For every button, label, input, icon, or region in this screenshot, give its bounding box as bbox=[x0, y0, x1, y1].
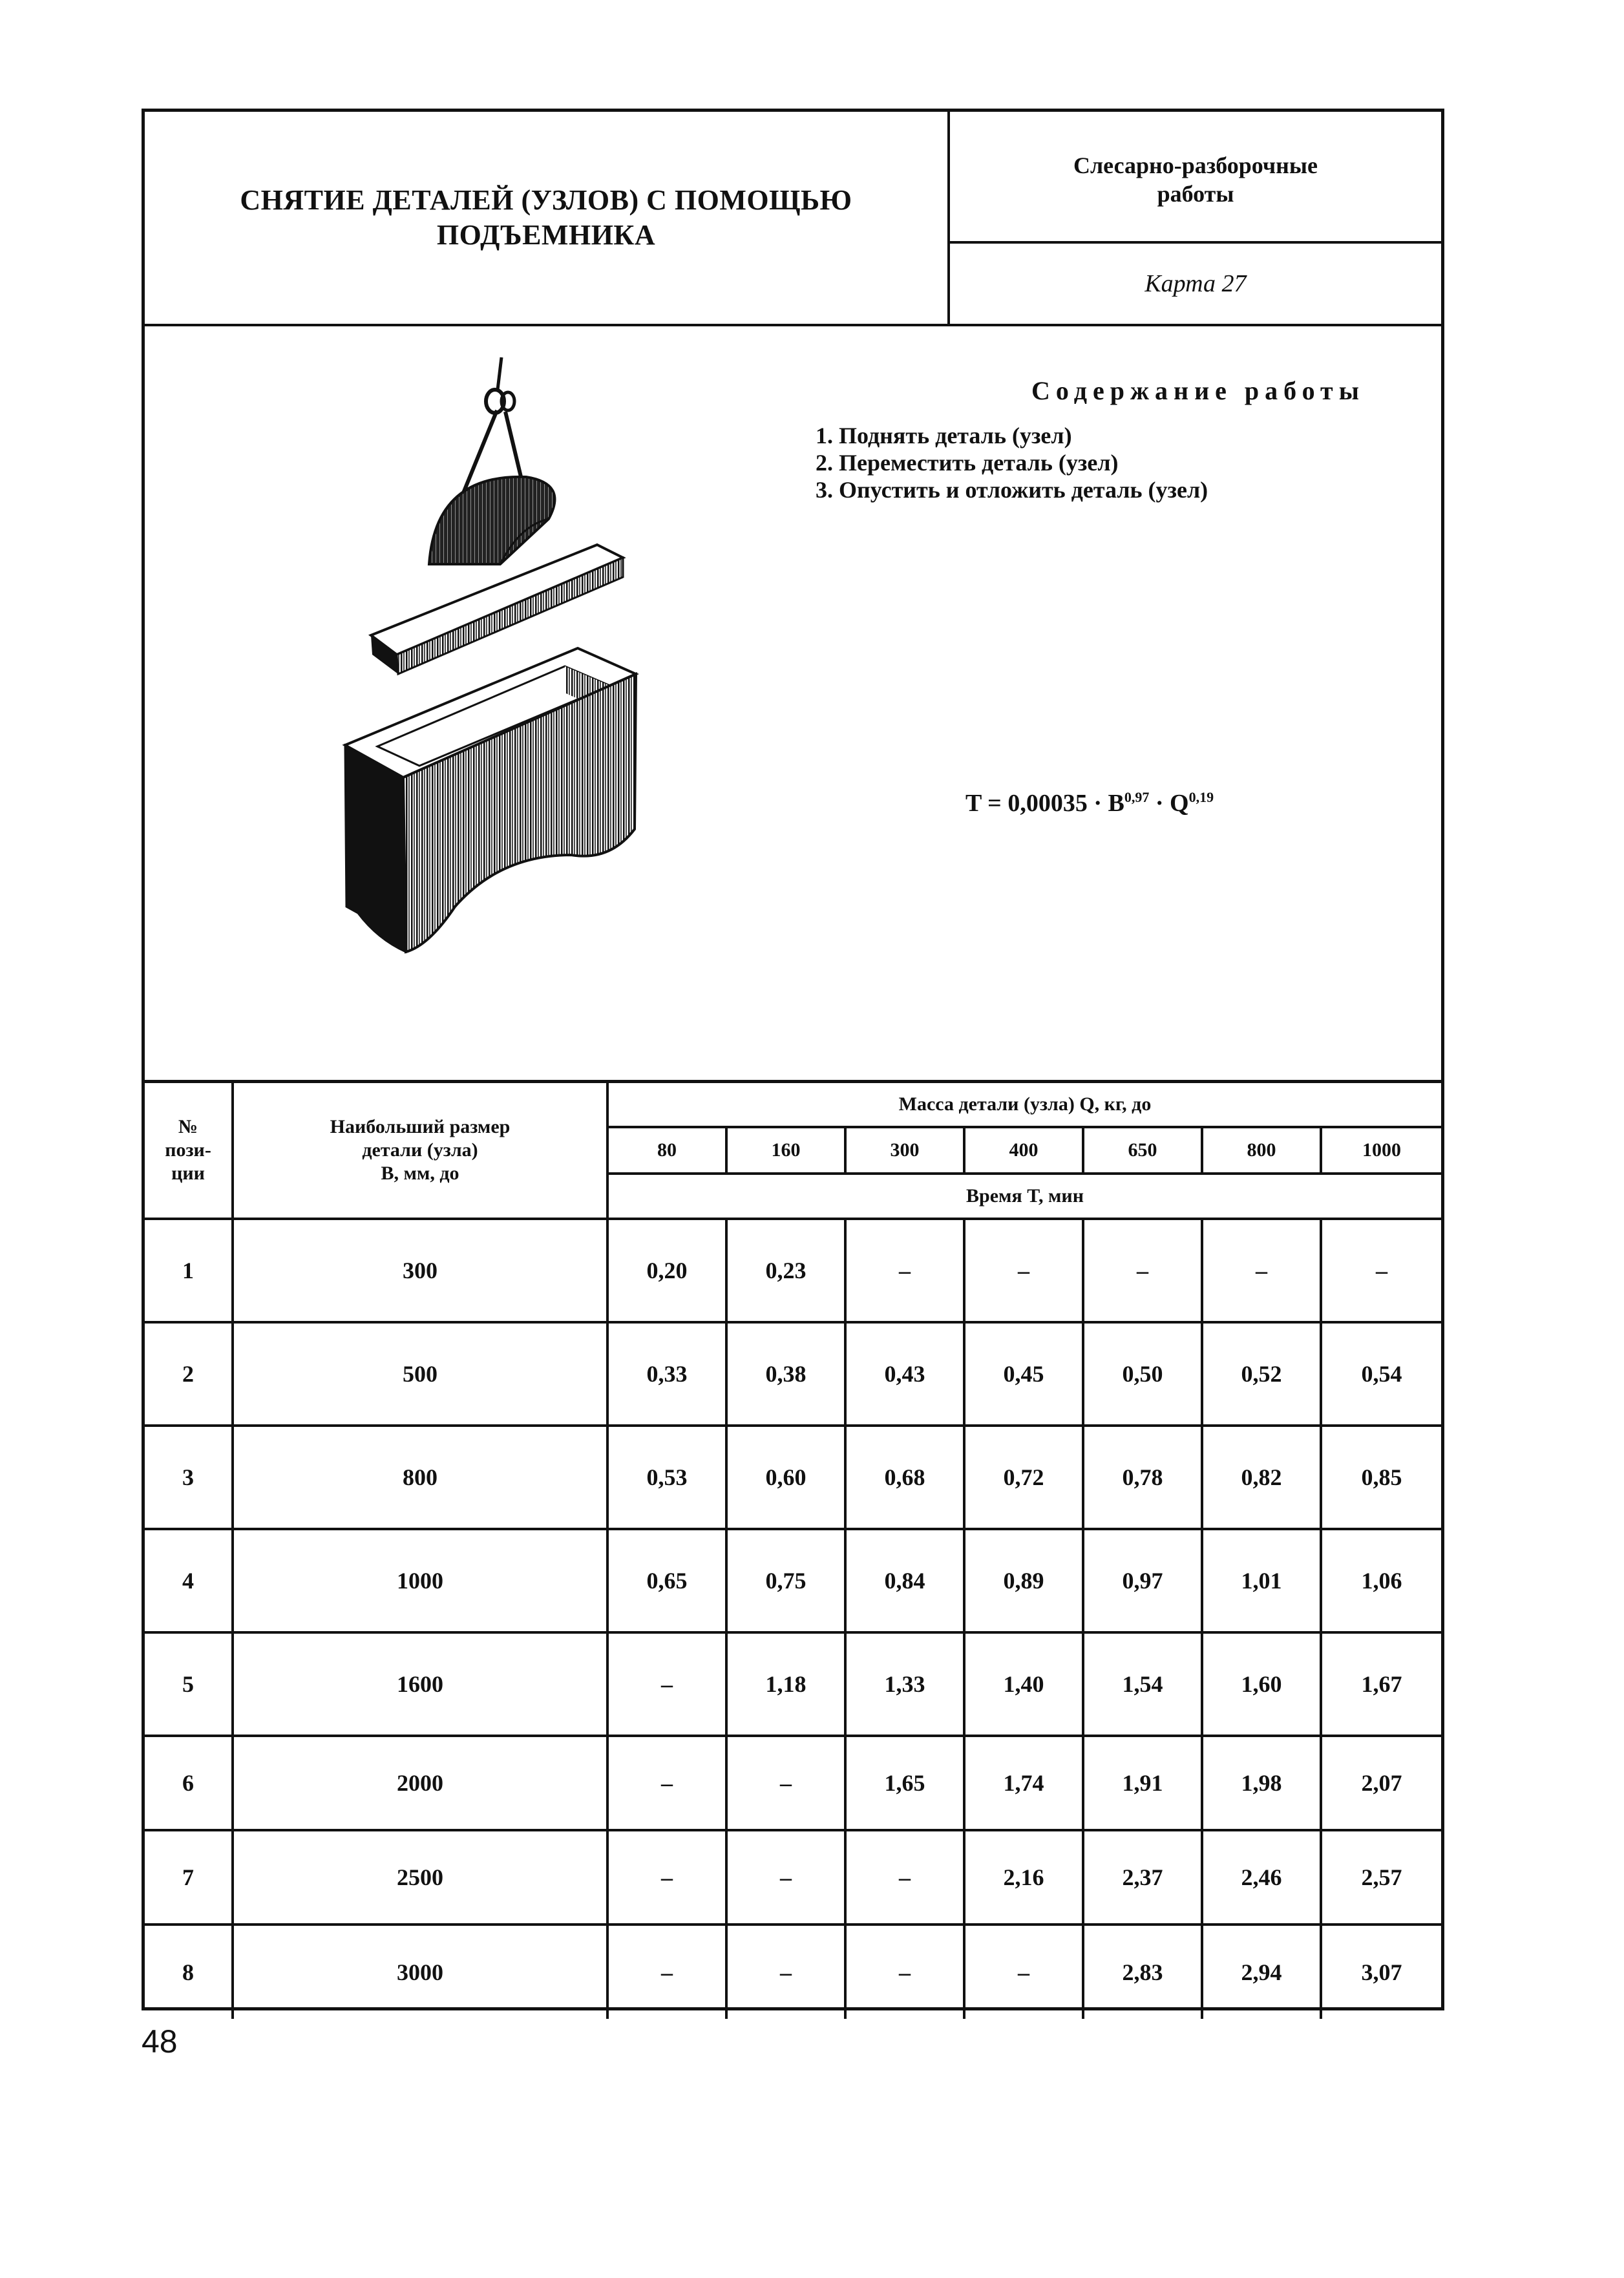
time-cell: 0,72 bbox=[964, 1426, 1083, 1529]
time-cell: 0,65 bbox=[607, 1529, 726, 1632]
time-cell: 2,07 bbox=[1321, 1736, 1441, 1830]
mass-value: 650 bbox=[1083, 1127, 1202, 1174]
table-row bbox=[145, 1219, 1441, 1322]
title-line-2: ПОДЪЕМНИКА bbox=[436, 219, 656, 251]
time-cell: – bbox=[964, 1219, 1083, 1322]
category-cell bbox=[950, 112, 1441, 244]
table-row bbox=[145, 1632, 1441, 1736]
time-cell: 1,54 bbox=[1083, 1632, 1202, 1736]
time-cell: 1,60 bbox=[1202, 1632, 1321, 1736]
size-cell: 300 bbox=[233, 1219, 607, 1322]
time-cell: 2,16 bbox=[964, 1830, 1083, 1925]
time-cell: – bbox=[845, 1925, 964, 2019]
time-cell: – bbox=[1083, 1219, 1202, 1322]
position-cell: 5 bbox=[145, 1632, 233, 1736]
position-column-header: № пози- ции bbox=[145, 1082, 233, 1219]
time-cell: 0,68 bbox=[845, 1426, 964, 1529]
time-cell: 0,33 bbox=[607, 1322, 726, 1426]
time-cell: 0,82 bbox=[1202, 1426, 1321, 1529]
card-number: Карта 27 bbox=[1144, 270, 1247, 297]
position-cell: 7 bbox=[145, 1830, 233, 1925]
time-cell: 1,91 bbox=[1083, 1736, 1202, 1830]
mass-value: 160 bbox=[726, 1127, 845, 1174]
time-cell: 0,78 bbox=[1083, 1426, 1202, 1529]
position-cell: 8 bbox=[145, 1925, 233, 2019]
time-cell: 1,65 bbox=[845, 1736, 964, 1830]
content-title: Содержание работы bbox=[1031, 376, 1365, 405]
time-cell: 2,83 bbox=[1083, 1925, 1202, 2019]
table-row bbox=[145, 1322, 1441, 1426]
card-frame bbox=[142, 109, 1444, 2010]
time-cell: – bbox=[1202, 1219, 1321, 1322]
time-cell: 2,37 bbox=[1083, 1830, 1202, 1925]
time-cell: 1,06 bbox=[1321, 1529, 1441, 1632]
size-cell: 500 bbox=[233, 1322, 607, 1426]
size-column-header: Наибольший размер детали (узла) B, мм, до bbox=[233, 1082, 607, 1219]
mass-header: Масса детали (узла) Q, кг, до bbox=[607, 1082, 1441, 1127]
time-cell: 0,97 bbox=[1083, 1529, 1202, 1632]
step-item: 3. Опустить и отложить деталь (узел) bbox=[816, 477, 1208, 503]
time-cell: – bbox=[1321, 1219, 1441, 1322]
table-row bbox=[145, 1925, 1441, 2019]
time-cell: 0,20 bbox=[607, 1219, 726, 1322]
table-row bbox=[145, 1830, 1441, 1925]
table-row bbox=[145, 1736, 1441, 1830]
table-row bbox=[145, 1529, 1441, 1632]
work-steps bbox=[816, 422, 1208, 503]
time-cell: 1,98 bbox=[1202, 1736, 1321, 1830]
time-cell: – bbox=[607, 1830, 726, 1925]
time-header: Время T, мин bbox=[607, 1174, 1441, 1219]
time-cell: 0,45 bbox=[964, 1322, 1083, 1426]
time-cell: 1,18 bbox=[726, 1632, 845, 1736]
time-cell: 3,07 bbox=[1321, 1925, 1441, 2019]
table-row bbox=[145, 1426, 1441, 1529]
position-cell: 2 bbox=[145, 1322, 233, 1426]
size-cell: 1000 bbox=[233, 1529, 607, 1632]
time-cell: 1,67 bbox=[1321, 1632, 1441, 1736]
position-cell: 4 bbox=[145, 1529, 233, 1632]
page-number: 48 bbox=[142, 2023, 178, 2060]
step-item: 2. Переместить деталь (узел) bbox=[816, 450, 1119, 476]
step-item: 1. Поднять деталь (узел) bbox=[816, 423, 1072, 448]
time-cell: 1,40 bbox=[964, 1632, 1083, 1736]
mass-value: 300 bbox=[845, 1127, 964, 1174]
size-cell: 2500 bbox=[233, 1830, 607, 1925]
lifting-illustration bbox=[339, 351, 701, 984]
position-cell: 1 bbox=[145, 1219, 233, 1322]
time-cell: – bbox=[726, 1736, 845, 1830]
time-cell: – bbox=[607, 1632, 726, 1736]
time-cell: 0,38 bbox=[726, 1322, 845, 1426]
time-cell: 0,75 bbox=[726, 1529, 845, 1632]
time-formula: T = 0,00035 · B$^{0,97}$ · Q$^{0,19}$ bbox=[965, 789, 1214, 817]
time-cell: – bbox=[726, 1830, 845, 1925]
card-number-cell bbox=[950, 244, 1441, 326]
size-cell: 1600 bbox=[233, 1632, 607, 1736]
size-cell: 2000 bbox=[233, 1736, 607, 1830]
time-norms-table bbox=[145, 1080, 1441, 2019]
position-cell: 6 bbox=[145, 1736, 233, 1830]
size-cell: 800 bbox=[233, 1426, 607, 1529]
time-cell: 0,60 bbox=[726, 1426, 845, 1529]
size-cell: 3000 bbox=[233, 1925, 607, 2019]
time-cell: 1,33 bbox=[845, 1632, 964, 1736]
mass-value: 800 bbox=[1202, 1127, 1321, 1174]
time-cell: – bbox=[607, 1925, 726, 2019]
time-cell: 0,85 bbox=[1321, 1426, 1441, 1529]
title-line-1: СНЯТИЕ ДЕТАЛЕЙ (УЗЛОВ) С ПОМОЩЬЮ bbox=[240, 184, 852, 216]
time-cell: 0,54 bbox=[1321, 1322, 1441, 1426]
time-cell: 0,23 bbox=[726, 1219, 845, 1322]
mass-value: 400 bbox=[964, 1127, 1083, 1174]
time-cell: 2,57 bbox=[1321, 1830, 1441, 1925]
category-line-2: работы bbox=[1157, 181, 1234, 207]
time-cell: 0,53 bbox=[607, 1426, 726, 1529]
mass-value: 1000 bbox=[1321, 1127, 1441, 1174]
time-cell: 0,89 bbox=[964, 1529, 1083, 1632]
time-cell: – bbox=[845, 1219, 964, 1322]
time-cell: 1,01 bbox=[1202, 1529, 1321, 1632]
time-cell: – bbox=[726, 1925, 845, 2019]
time-cell: 0,50 bbox=[1083, 1322, 1202, 1426]
category-line-1: Слесарно-разборочные bbox=[1073, 153, 1318, 178]
time-cell: – bbox=[607, 1736, 726, 1830]
time-cell: 0,52 bbox=[1202, 1322, 1321, 1426]
time-cell: – bbox=[845, 1830, 964, 1925]
time-cell: 0,84 bbox=[845, 1529, 964, 1632]
time-cell: 2,46 bbox=[1202, 1830, 1321, 1925]
position-cell: 3 bbox=[145, 1426, 233, 1529]
page-title bbox=[240, 183, 852, 253]
time-cell: 0,43 bbox=[845, 1322, 964, 1426]
title-cell bbox=[145, 112, 950, 326]
time-cell: 2,94 bbox=[1202, 1925, 1321, 2019]
time-cell: – bbox=[964, 1925, 1083, 2019]
mass-value: 80 bbox=[607, 1127, 726, 1174]
time-cell: 1,74 bbox=[964, 1736, 1083, 1830]
